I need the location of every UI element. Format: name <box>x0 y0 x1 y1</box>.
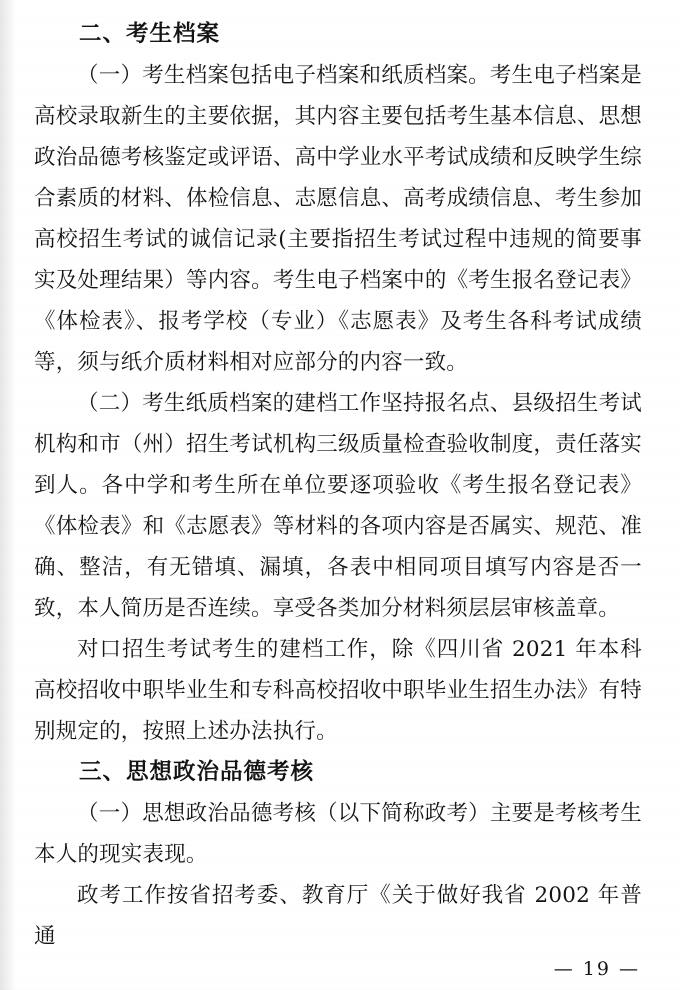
paragraph-archives-3: 对口招生考试考生的建档工作，除《四川省 2021 年本科高校招收中职毕业生和专科高校招收中职毕业生招生办法》有特别规定的，按照上述办法执行。 <box>34 637 642 744</box>
paragraph-archives-1: （一）考生档案包括电子档案和纸质档案。考生电子档案是高校录取新生的主要依据，其内容主要包括考生基本信息、思想政治品德考核鉴定或评语、高中学业水平考试成绩和反映学生综合素质的材料、体检信息、志愿信息、高考成绩信息、考生参加高校招生考试的诚信记录(主要指招生考试过程中违规的简要事实及处理结果）等内容。考生电子档案中的《考生报名登记表》《体检表》、报考学校（专业）《志愿表》及考生各科考试成绩等，须与纸介质材料相对应部分的内容一致。 <box>34 63 642 375</box>
paragraph-political-2: 政考工作按省招考委、教育厅《关于做好我省 2002 年普通 <box>34 883 642 949</box>
section-heading-2: 二、考生档案 <box>79 21 221 47</box>
section-heading-3: 三、思想政治品德考核 <box>79 759 315 785</box>
document-body <box>34 14 642 957</box>
paragraph-political-1: （一）思想政治品德考核（以下简称政考）主要是考核考生本人的现实表现。 <box>34 801 642 867</box>
paragraph-archives-2: （二）考生纸质档案的建档工作坚持报名点、县级招生考试机构和市（州）招生考试机构三级质量检查验收制度，责任落实到人。各中学和考生所在单位要逐项验收《考生报名登记表》《体检表》和《志愿表》等材料的各项内容是否属实、规范、准确、整洁，有无错填、漏填，各表中相同项目填写内容是否一致，本人简历是否连续。享受各类加分材料须层层审核盖章。 <box>34 391 642 621</box>
page-number: — 19 — <box>553 958 640 980</box>
